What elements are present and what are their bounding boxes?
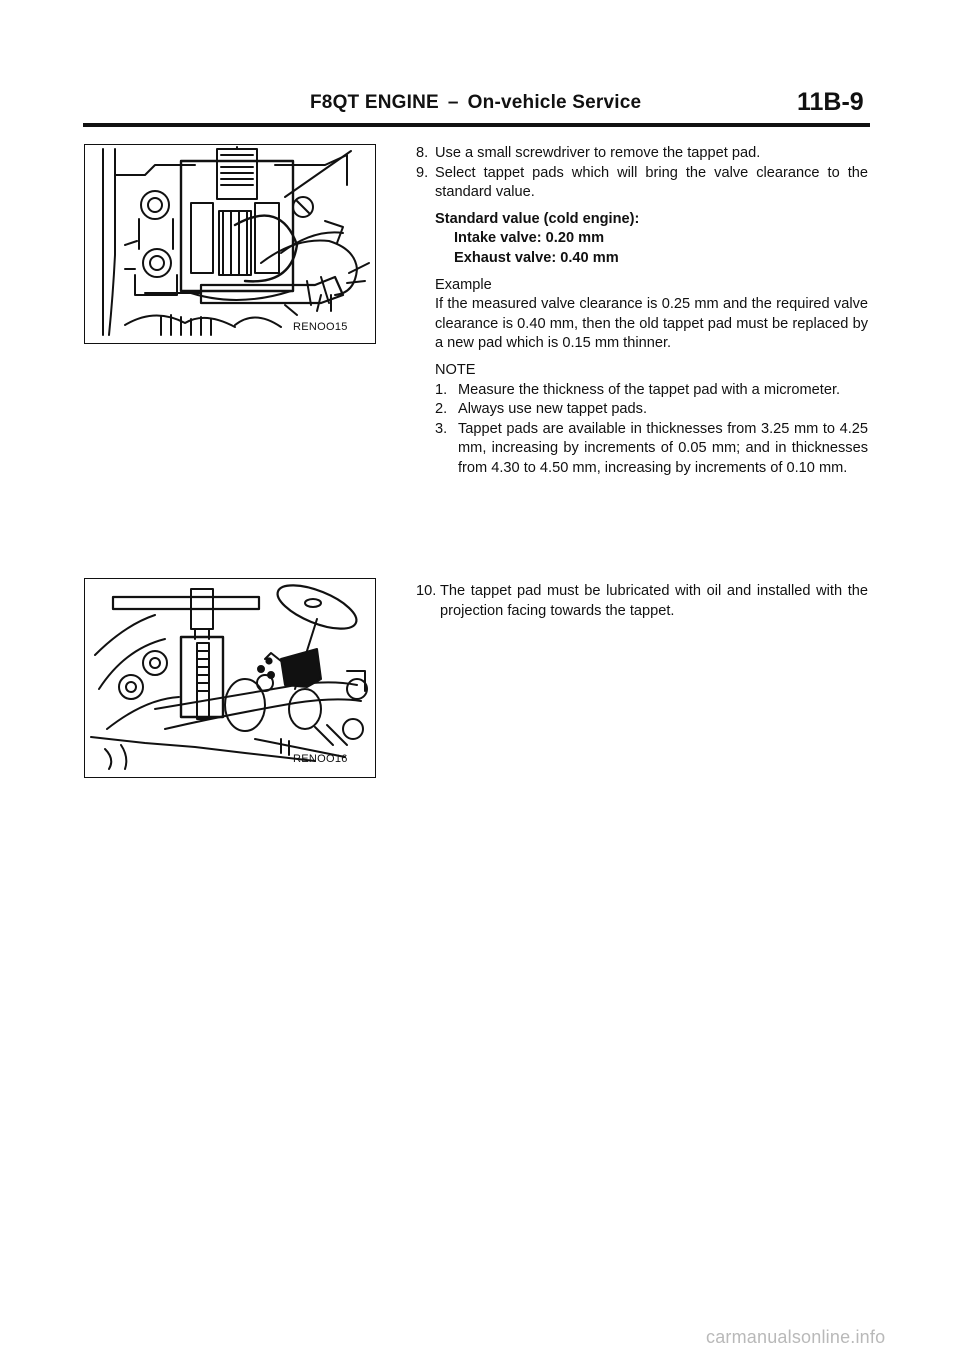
note-text: Tappet pads are available in thicknesses from 3.25 mm to 4.25 mm, increasing by increments of 0.05 mm; and in thicknesses from 4.30 to 4.50 mm, increasing by increments of 0.10 mm. <box>458 420 868 476</box>
exhaust-valve-spec: Exhaust valve: 0.40 mm <box>454 249 619 266</box>
example-heading: Example <box>435 276 492 293</box>
note-item-1 <box>416 381 868 401</box>
note-item-3 <box>416 420 868 479</box>
example-text: If the measured valve clearance is 0.25 mm and the required valve clearance is 0.40 mm, then the old tappet pad must be replaced by a new pad which is 0.15 mm thinner. <box>435 296 868 352</box>
step-text: Select tappet pads which will bring the valve clearance to the standard value. <box>435 164 868 201</box>
procedure-steps <box>416 144 868 479</box>
manual-section-title: F8QT ENGINE <box>310 92 439 113</box>
engine-tappet-illustration <box>85 145 375 343</box>
page-header-title <box>310 92 641 114</box>
note-text: Measure the thickness of the tappet pad with a micrometer. <box>458 381 841 398</box>
tappet-tool-illustration <box>85 579 375 777</box>
note-text: Always use new tappet pads. <box>458 401 648 418</box>
step-number: 8. <box>416 145 429 161</box>
step-text: Use a small screwdriver to remove the tappet pad. <box>435 145 761 161</box>
header-rule <box>83 123 870 127</box>
note-number: 2. <box>435 401 448 418</box>
step-text: The tappet pad must be lubricated with oil and installed with the projection facing towards the tappet. <box>440 583 868 619</box>
procedure-steps-continued <box>416 582 868 621</box>
note-number: 3. <box>435 420 448 437</box>
figure-label: RENOO15 <box>293 321 348 333</box>
figure-label: RENOO16 <box>293 753 348 765</box>
watermark-text: carmanualsonline.info <box>706 1327 886 1347</box>
step-10 <box>416 582 868 621</box>
figure-remove-tappet-pad <box>84 144 376 344</box>
header-separator: – <box>447 92 459 113</box>
manual-section-subtitle: On-vehicle Service <box>467 92 642 113</box>
page-number: 11B-9 <box>797 88 864 116</box>
step-9 <box>416 164 868 203</box>
step-number: 9. <box>416 164 429 181</box>
standard-value-heading: Standard value (cold engine): <box>435 210 640 227</box>
note-heading: NOTE <box>435 361 476 378</box>
note-number: 1. <box>435 381 448 398</box>
step-8 <box>416 144 868 164</box>
note-item-2 <box>416 400 868 420</box>
intake-valve-spec: Intake valve: 0.20 mm <box>454 230 605 247</box>
step-number: 10. <box>416 583 437 599</box>
figure-install-tappet-pad <box>84 578 376 778</box>
